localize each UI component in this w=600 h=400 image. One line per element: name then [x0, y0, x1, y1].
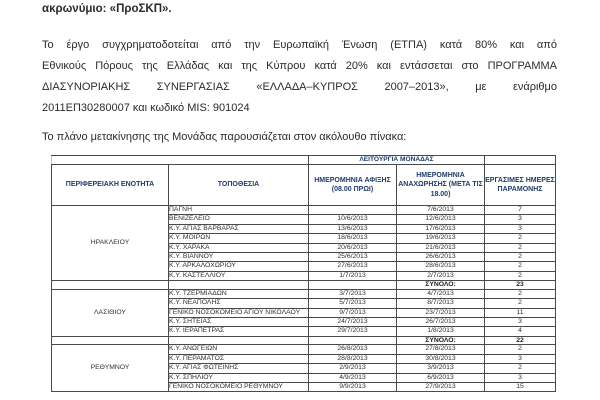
departure-cell: 1/8/2013	[397, 327, 485, 336]
days-cell: 2	[485, 289, 556, 298]
location-cell: Κ.Υ. ΠΕΡΑΜΑΤΟΣ	[169, 354, 309, 363]
location-cell: Κ.Υ. ΑΓΙΑΣ ΦΩΤΕΙΝΗΣ	[169, 364, 309, 373]
location-cell: Κ.Υ. ΑΓΙΑΣ ΒΑΡΒΑΡΑΣ	[169, 224, 309, 233]
location-cell: ΓΕΝΙΚΟ ΝΟΣΟΚΟΜΕΙΟ ΡΕΘΥΜΝΟΥ	[169, 382, 309, 391]
column-header-row	[52, 165, 556, 206]
section-total-row	[52, 281, 556, 290]
total-spacer	[309, 336, 397, 345]
location-cell: ΓΕΝΙΚΟ ΝΟΣΟΚΟΜΕΙΟ ΑΓΙΟΥ ΝΙΚΟΛΑΟΥ	[169, 308, 309, 317]
departure-cell: 2/7/2013	[397, 271, 485, 280]
days-cell: 2	[485, 234, 556, 243]
departure-cell: 19/6/2013	[397, 234, 485, 243]
acronym-line: ακρωνύμιο: «ΠροΣΚΠ».	[42, 3, 172, 15]
location-cell: Κ.Υ. ΧΑΡΑΚΑ	[169, 243, 309, 252]
arrival-cell: 29/7/2013	[309, 327, 397, 336]
arrival-cell: 10/6/2013	[309, 215, 397, 224]
days-cell: 2	[485, 262, 556, 271]
location-cell: Κ.Υ. ΙΕΡΑΠΕΤΡΑΣ	[169, 327, 309, 336]
days-cell: 2	[485, 364, 556, 373]
col-header-arrival: ΗΜΕΡΟΜΗΝΙΑ ΑΦΙΞΗΣ (08.00 ΠΡΩΙ)	[309, 165, 397, 206]
location-cell: Κ.Υ. ΚΑΣΤΕΛΛΙΟΥ	[169, 271, 309, 280]
departure-cell: 8/7/2013	[397, 299, 485, 308]
location-cell: Κ.Υ. ΣΗΤΕΙΑΣ	[169, 317, 309, 326]
departure-cell: 17/6/2013	[397, 224, 485, 233]
funding-line-1: Το έργο συγχρηματοδοτείται από την Ευρωπαϊκή Ένωση (ΕΤΠΑ) κατά 80% και από	[42, 39, 557, 51]
funding-line-4: 2011ΕΠ30280007 και κωδικό MIS: 901024	[42, 102, 250, 114]
days-cell: 2	[485, 253, 556, 262]
col-header-location: ΤΟΠΟΘΕΣΙΑ	[169, 165, 309, 206]
days-cell: 7	[485, 206, 556, 215]
location-cell: ΠΑΓΝΗ	[169, 206, 309, 215]
location-cell: Κ.Υ. ΣΠΗΛΙΟΥ	[169, 373, 309, 382]
departure-cell: 23/7/2013	[397, 308, 485, 317]
col-header-workdays: ΕΡΓΑΣΙΜΕΣ ΗΜΕΡΕΣ ΠΑΡΑΜΟΝΗΣ	[485, 165, 556, 206]
total-spacer	[309, 281, 397, 290]
days-cell: 2	[485, 243, 556, 252]
departure-cell: 30/8/2013	[397, 354, 485, 363]
days-cell: 2	[485, 345, 556, 354]
col-header-departure: ΗΜΕΡΟΜΗΝΙΑ ΑΝΑΧΩΡΗΣΗΣ (ΜΕΤΑ ΤΙΣ 18.00)	[397, 165, 485, 206]
departure-cell: 27/9/2013	[397, 382, 485, 391]
operation-header-cell: ΛΕΙΤΟΥΡΓΙΑ ΜΟΝΑΔΑΣ	[309, 156, 485, 165]
total-value: 22	[485, 336, 556, 345]
days-cell: 3	[485, 373, 556, 382]
total-spacer	[52, 281, 169, 290]
departure-cell: 27/8/2013	[397, 345, 485, 354]
total-spacer	[169, 281, 309, 290]
departure-cell: 28/6/2013	[397, 262, 485, 271]
arrival-cell: 28/8/2013	[309, 354, 397, 363]
days-cell: 3	[485, 215, 556, 224]
days-cell: 15	[485, 382, 556, 391]
arrival-cell: 9/7/2013	[309, 308, 397, 317]
funding-line-2: Εθνικούς Πόρους της Ελλάδας και της Κύπρου κατά 20% και εντάσσεται στο ΠΡΟΓΡΑΜΜΑ	[42, 60, 557, 72]
departure-cell: 12/6/2013	[397, 215, 485, 224]
location-cell: Κ.Υ. ΑΝΩΓΕΙΩΝ	[169, 345, 309, 354]
arrival-cell: 13/6/2013	[309, 224, 397, 233]
arrival-cell: 27/6/2013	[309, 262, 397, 271]
funding-paragraph	[42, 35, 557, 119]
total-label: ΣΥΝΟΛΟ:	[397, 336, 485, 345]
arrival-cell: 4/9/2013	[309, 373, 397, 382]
days-cell: 4	[485, 327, 556, 336]
total-value: 23	[485, 281, 556, 290]
location-cell: ΒΕΝΙΖΕΛΕΙΟ	[169, 215, 309, 224]
arrival-cell: 5/7/2013	[309, 299, 397, 308]
col-header-region: ΠΕΡΙΦΕΡΕΙΑΚΗ ΕΝΟΤΗΤΑ	[52, 165, 169, 206]
arrival-cell: 18/6/2013	[309, 234, 397, 243]
location-cell: Κ.Υ. ΜΟΙΡΩΝ	[169, 234, 309, 243]
arrival-cell: 25/6/2013	[309, 253, 397, 262]
region-cell-lasithiou: ΛΑΣΙΘΙΟΥ	[52, 289, 169, 336]
days-cell: 3	[485, 224, 556, 233]
operation-header-spacer-right	[485, 156, 556, 165]
table-row	[52, 289, 556, 298]
departure-cell: 21/6/2013	[397, 243, 485, 252]
funding-line-3: ΔΙΑΣΥΝΟΡΙΑΚΗΣ ΣΥΝΕΡΓΑΣΙΑΣ «ΕΛΛΑΔΑ–ΚΥΠΡΟΣ 2007–2013», με ενάριθμο	[42, 81, 557, 93]
departure-cell: 6/9/2013	[397, 373, 485, 382]
arrival-cell: 1/7/2013	[309, 271, 397, 280]
table-lead-sentence: Το πλάνο μετακίνησης της Μονάδας παρουσιάζεται στον ακόλουθο πίνακα:	[42, 131, 407, 143]
days-cell: 3	[485, 354, 556, 363]
arrival-cell: 2/9/2013	[309, 364, 397, 373]
table-row	[52, 206, 556, 215]
arrival-cell: 24/7/2013	[309, 317, 397, 326]
operation-header-spacer-left	[52, 156, 309, 165]
arrival-cell	[309, 206, 397, 215]
arrival-cell: 26/8/2013	[309, 345, 397, 354]
table-row	[52, 345, 556, 354]
days-cell: 2	[485, 299, 556, 308]
departure-cell: 26/7/2013	[397, 317, 485, 326]
total-spacer	[169, 336, 309, 345]
departure-cell: 4/7/2013	[397, 289, 485, 298]
location-cell: Κ.Υ. ΝΕΑΠΟΛΗΣ	[169, 299, 309, 308]
unit-relocation-table	[51, 155, 556, 392]
days-cell: 3	[485, 317, 556, 326]
departure-cell: 7/6/2013	[397, 206, 485, 215]
location-cell: Κ.Υ. ΤΖΕΡΜΙΑΔΩΝ	[169, 289, 309, 298]
days-cell: 11	[485, 308, 556, 317]
arrival-cell: 9/9/2013	[309, 382, 397, 391]
departure-cell: 3/9/2013	[397, 364, 485, 373]
total-spacer	[52, 336, 169, 345]
arrival-cell: 20/6/2013	[309, 243, 397, 252]
region-cell-rethymnou: ΡΕΘΥΜΝΟΥ	[52, 345, 169, 392]
location-cell: Κ.Υ. ΒΙΑΝΝΟΥ	[169, 253, 309, 262]
location-cell: Κ.Υ. ΑΡΚΑΛΟΧΩΡΙΟΥ	[169, 262, 309, 271]
departure-cell: 26/6/2013	[397, 253, 485, 262]
days-cell: 2	[485, 271, 556, 280]
region-cell-irakleiou: ΗΡΑΚΛΕΙΟΥ	[52, 206, 169, 281]
total-label: ΣΥΝΟΛΟ:	[397, 281, 485, 290]
section-total-row	[52, 336, 556, 345]
operation-header-row	[52, 156, 556, 165]
arrival-cell: 3/7/2013	[309, 289, 397, 298]
